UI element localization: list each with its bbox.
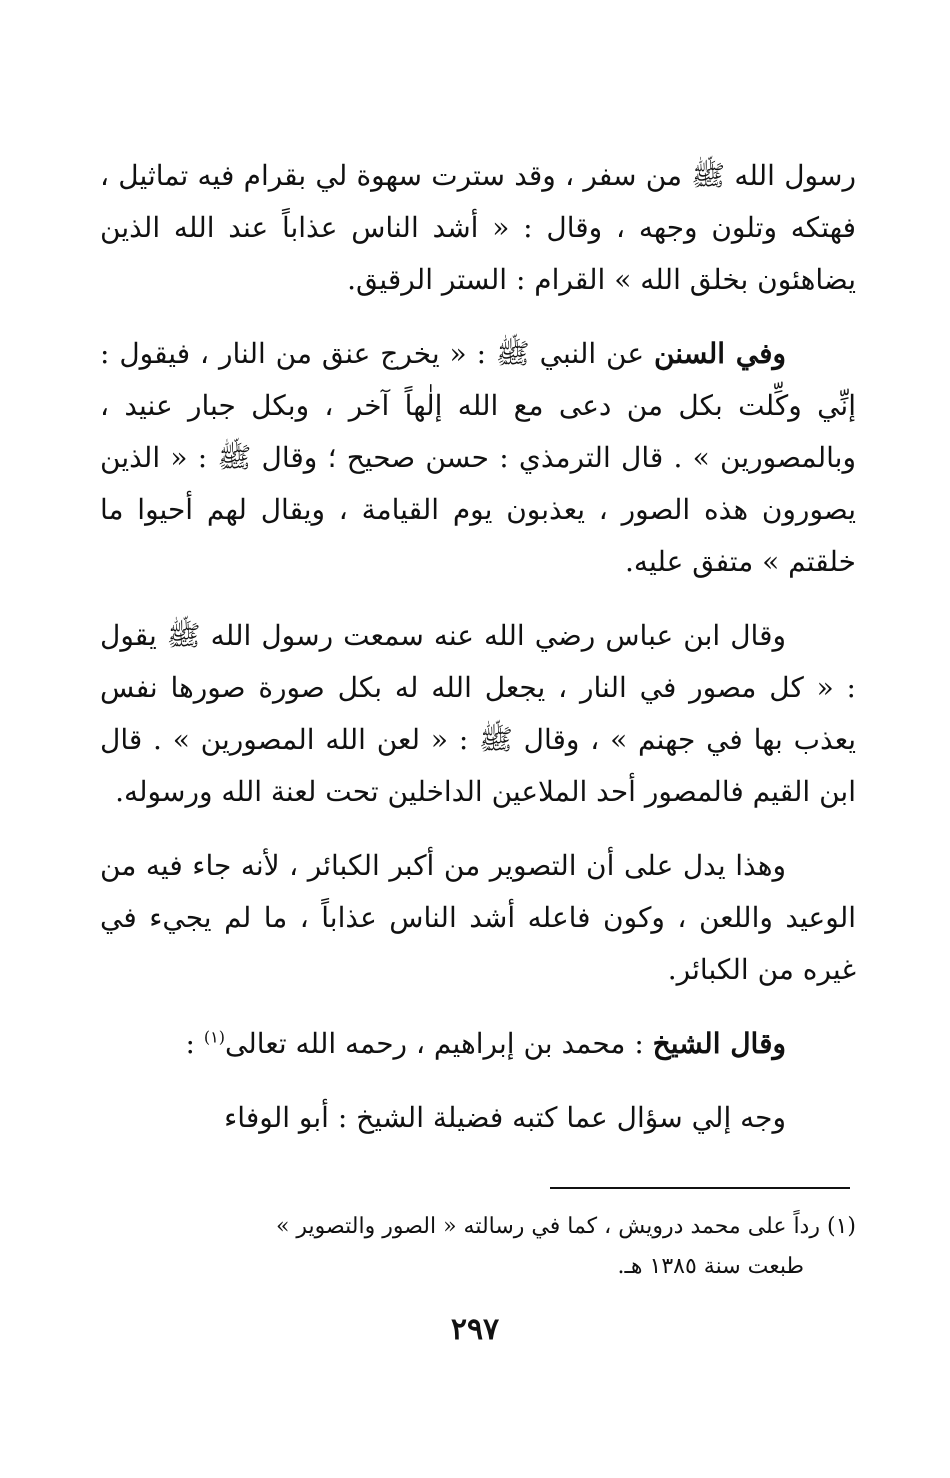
- paragraph-2-lead: وفي السنن: [653, 337, 787, 370]
- paragraph-3: [100, 610, 856, 818]
- footnote-reference[interactable]: (١): [203, 1027, 225, 1047]
- paragraph-5-lead: وقال الشيخ: [652, 1027, 786, 1060]
- footnote-line-2: [100, 1247, 856, 1287]
- page-body: [100, 150, 856, 1166]
- paragraph-4-text: وهذا يدل على أن التصوير من أكبر الكبائر ، لأنه جاء فيه من الوعيد واللعن ، وكون فاعله أشد الناس عذاباً ، ما لم يجيء في غيره من الكبائر.: [100, 849, 856, 986]
- paragraph-1-text: رسول الله ﷺ من سفر ، وقد سترت سهوة لي بقرام فيه تماثيل ، فهتكه وتلون وجهه ، وقال : « أشد الناس عذاباً عند الله الذين يضاهئون بخلق الله » القرام : الستر الرقيق.: [100, 159, 856, 296]
- paragraph-2-text: عن النبي ﷺ : « يخرج عنق من النار ، فيقول : إنِّي وكِّلت بكل من دعى مع الله إلٰهاً آخر ، وبكل جبار عنيد ، وبالمصورين » . قال الترمذي : حسن صحيح ؛ وقال ﷺ : « الذين يصورون هذه الصور ، يعذبون يوم القيامة ، ويقال لهم أحيوا ما خلقتم » متفق عليه.: [100, 337, 856, 578]
- page-number: ٢٩٧: [450, 1312, 500, 1347]
- paragraph-4: [100, 840, 856, 996]
- footnote-marker: (١): [826, 1214, 856, 1239]
- paragraph-1: [100, 150, 856, 306]
- paragraph-2: [100, 328, 856, 588]
- paragraph-5: [100, 1018, 856, 1070]
- paragraph-3-text: وقال ابن عباس رضي الله عنه سمعت رسول الله ﷺ يقول : « كل مصور في النار ، يجعل الله له بكل صورة صورها نفس يعذب بها في جهنم » ، وقال ﷺ : « لعن الله المصورين » . قال ابن القيم فالمصور أحد الملاعين الداخلين تحت لعنة الله ورسوله.: [100, 619, 856, 808]
- paragraph-5-text: : محمد بن إبراهيم ، رحمه الله تعالى: [224, 1027, 653, 1060]
- footnote-text-1: رداً على محمد درويش ، كما في رسالته « الصور والتصوير »: [275, 1214, 820, 1239]
- footnote-divider: [550, 1187, 850, 1189]
- paragraph-6: [100, 1092, 856, 1144]
- paragraph-6-text: وجه إلي سؤال عما كتبه فضيلة الشيخ : أبو الوفاء: [224, 1101, 786, 1134]
- paragraph-5-tail: :: [185, 1027, 204, 1060]
- footnotes: [100, 1207, 856, 1287]
- footnote-text-2: طبعت سنة ١٣٨٥ هـ.: [617, 1254, 804, 1279]
- footnote-line-1: [100, 1207, 856, 1247]
